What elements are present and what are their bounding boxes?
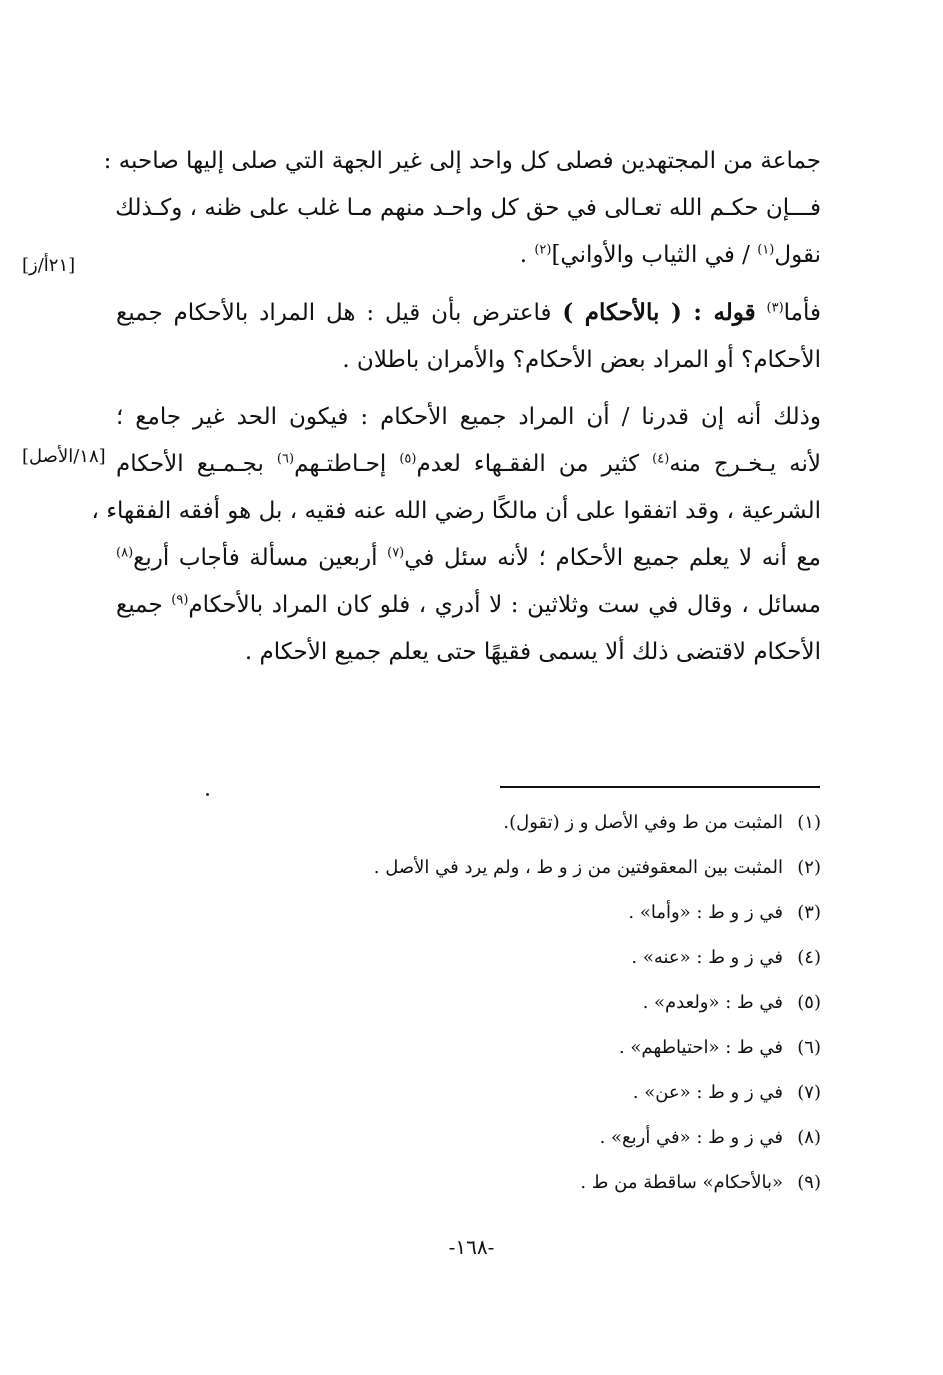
footnote (116, 1070, 821, 1115)
text-line (116, 232, 821, 279)
text-segment: لأنه يـخـرج منه (669, 451, 822, 477)
footnote-marker[interactable]: (٦) (276, 451, 295, 467)
text-segment: / في الثياب والأواني] (551, 242, 758, 268)
text-segment: جميع (116, 592, 172, 618)
footnote-number: (١) (797, 812, 821, 833)
footnote-number: (٤) (797, 947, 821, 968)
footnote-marker[interactable]: (٩) (171, 592, 189, 608)
footnote-text: في ز و ط : «عن» . (632, 1082, 783, 1103)
footnote (116, 890, 821, 935)
footnotes (116, 800, 821, 1205)
footnote (116, 1025, 821, 1070)
text-segment (756, 300, 767, 326)
scan-speck (206, 793, 209, 796)
footnote-text: المثبت من ط وفي الأصل و ز (تقول). (503, 812, 783, 833)
footnote-number: (٧) (797, 1082, 821, 1103)
text-segment: فأما (783, 300, 821, 326)
text-segment: إحـاطتـهم (294, 451, 400, 477)
main-text (91, 138, 822, 676)
text-line (116, 582, 821, 629)
footnote (116, 800, 821, 845)
text-segment: نقول (774, 242, 821, 268)
footnote-marker[interactable]: (٨) (116, 545, 134, 561)
paragraph-1 (103, 138, 821, 279)
paragraph-3 (91, 394, 822, 676)
footnote-text: في ط : «ولعدم» . (642, 992, 783, 1013)
footnote-number: (٢) (797, 857, 821, 878)
text-segment: كثير من الفقـهاء لعدم (416, 451, 653, 477)
text-segment: بجـمـيع الأحكام (116, 451, 277, 477)
text-line: الأحكام لاقتضى ذلك ألا يسمى فقيهًا حتى يعلم جميع الأحكام . (244, 639, 821, 665)
paragraph-2 (116, 289, 821, 384)
footnote-text: «بالأحكام» ساقطة من ط . (580, 1172, 783, 1193)
margin-reference-manuscript-z: [٢١أ/ز] (22, 255, 76, 276)
footnote-number: (٥) (797, 992, 821, 1013)
footnote-marker[interactable]: (١) (757, 242, 775, 258)
text-line (116, 441, 821, 488)
footnote-number: (٦) (797, 1037, 821, 1058)
footnote-text: في ط : «احتياطهم» . (618, 1037, 783, 1058)
footnote-marker[interactable]: (٣) (766, 300, 784, 316)
text-line (116, 535, 821, 582)
footnote-text: في ز و ط : «وأما» . (628, 902, 783, 923)
footnote-marker[interactable]: (٤) (652, 451, 670, 467)
text-segment: . (519, 242, 535, 268)
text-line: وذلك أنه إن قدرنا / أن المراد جميع الأحكام : فيكون الحد غير جامع ؛ (116, 404, 821, 430)
text-line: الأحكام؟ أو المراد بعض الأحكام؟ والأمران باطلان . (342, 347, 821, 373)
text-segment: مسائل ، وقال في ست وثلاثين : لا أدري ، فلو كان المراد بالأحكام (188, 592, 821, 618)
footnote-marker[interactable]: (٢) (534, 242, 552, 258)
footnote (116, 1115, 821, 1160)
footnote-number: (٣) (797, 902, 821, 923)
footnote-number: (٩) (797, 1172, 821, 1193)
text-line: الشرعية ، وقد اتفقوا على أن مالكًا رضي الله عنه فقيه ، بل هو أفقه الفقهاء ، (91, 498, 821, 524)
footnote (116, 935, 821, 980)
text-line: جماعة من المجتهدين فصلى كل واحد إلى غير الجهة التي صلى إليها صاحبه : (103, 148, 821, 174)
text-segment: أربعين مسألة فأجاب أربع (133, 545, 388, 571)
footnote-marker[interactable]: (٧) (387, 545, 405, 561)
footnote-marker[interactable]: (٥) (399, 451, 417, 467)
footnote-number: (٨) (797, 1127, 821, 1148)
text-segment: فاعترض بأن قيل : هل المراد بالأحكام جميع (116, 300, 563, 326)
text-line (116, 289, 821, 337)
text-segment: مع أنه لا يعلم جميع الأحكام ؛ لأنه سئل في (404, 545, 821, 571)
margin-reference-manuscript-original: [١٨/الأصل] (22, 446, 106, 467)
footnote-text: في ز و ط : «عنه» . (631, 947, 783, 968)
footnote (116, 845, 821, 890)
text-line: فـــإن حكـم الله تعـالى في حق كل واحـد منهم مـا غلب على ظنه ، وكـذلك (115, 195, 821, 221)
page-number: -١٦٨- (448, 1235, 495, 1259)
footnote-text: المثبت بين المعقوفتين من ز و ط ، ولم يرد في الأصل . (373, 857, 783, 878)
footnote (116, 1160, 821, 1205)
quoted-term: قوله : ( بالأحكام ) (562, 299, 756, 326)
footnote (116, 980, 821, 1025)
footnote-text: في ز و ط : «في أربع» . (599, 1127, 783, 1148)
footnote-separator (500, 786, 820, 788)
